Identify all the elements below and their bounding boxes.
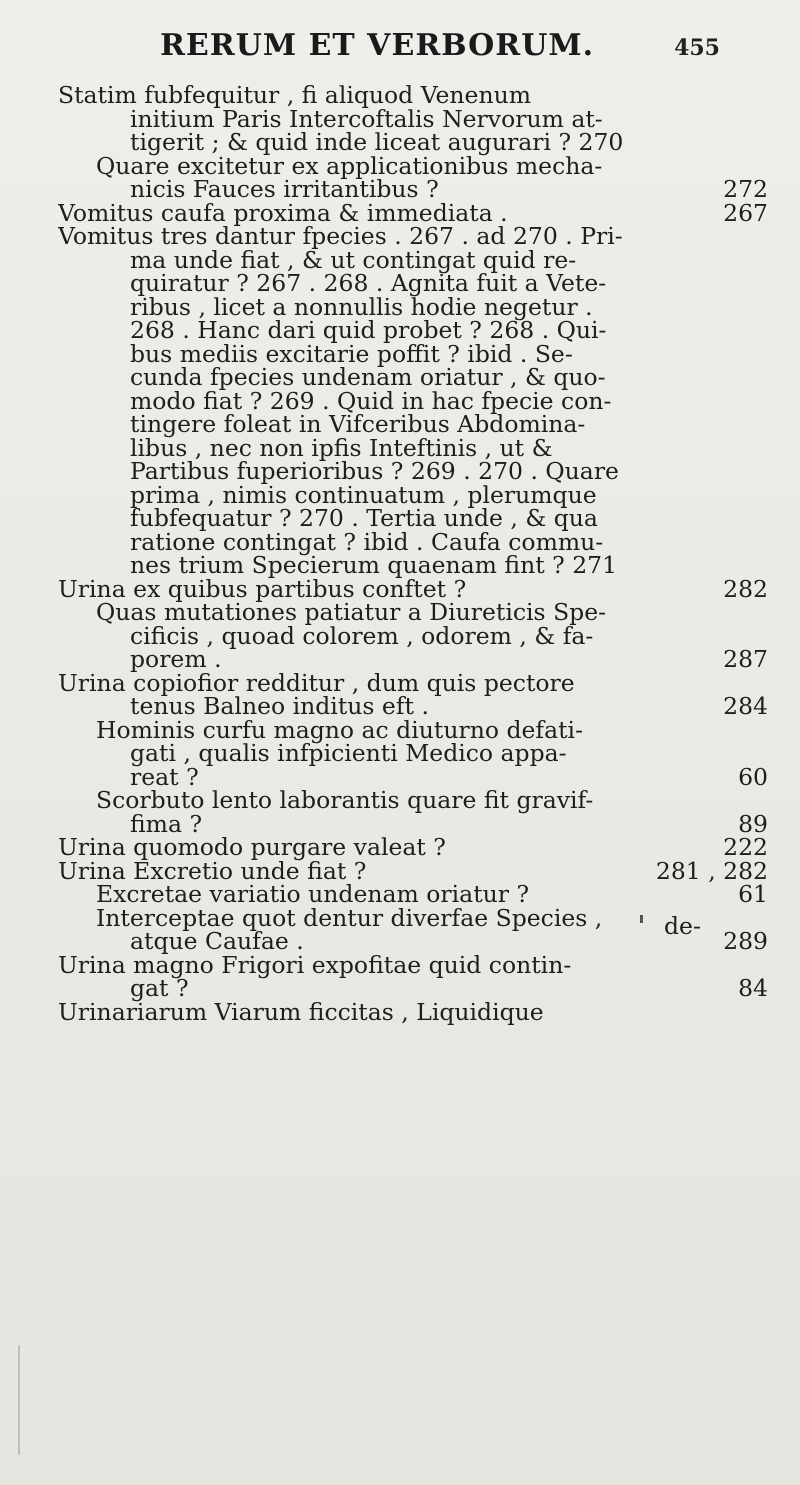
entry-page-ref: 60 (738, 762, 768, 791)
entry-text: Urina copiofior redditur , dum quis pectore (58, 668, 575, 697)
entry-text: cificis , quoad colorem , odorem , & fa- (130, 621, 594, 650)
entry-text: nes trium Specierum quaenam fint ? 271 (130, 551, 618, 579)
entry-page-ref: 284 (723, 692, 768, 720)
entry-text: prima , nimis continuatum , plerumque (130, 480, 597, 509)
entry-text: ma unde fiat , & ut contingat quid re- (130, 245, 577, 274)
catchword: de- (664, 912, 701, 940)
entry-text: gat ? (130, 974, 189, 1002)
entry-text: Urina Excretio unde fiat ? (58, 856, 367, 885)
index-entry (58, 995, 768, 1029)
entry-text: Vomitus caufa proxima & immediata . (58, 198, 508, 227)
entry-text: Partibus fuperioribus ? 269 . 270 . Quare (130, 457, 619, 485)
entry-page-ref: 89 (738, 809, 768, 838)
entry-page-ref: 61 (738, 880, 768, 908)
page-number: 455 (674, 35, 720, 61)
entry-page-ref: 84 (738, 974, 768, 1002)
entry-page-ref: 272 (723, 175, 768, 203)
entry-text: Interceptae quot dentur diverfae Species , (96, 903, 603, 932)
entry-page-ref: 287 (723, 645, 768, 673)
entry-text: Urina ex quibus partibus conftet ? (58, 574, 467, 603)
entry-page-ref: 281 , 282 (655, 856, 768, 885)
entry-text: ratione contingat ? ibid . Caufa commu- (130, 527, 604, 556)
entry-text: porem . (130, 645, 222, 673)
entry-text: tigerit ; & quid inde liceat augurari ? 270 (130, 128, 624, 156)
entry-text: Statim fubfequitur , fi aliquod Venenum (58, 81, 532, 109)
entry-page-ref: 289 (723, 927, 768, 955)
entry-text: gati , qualis infpicienti Medico appa- (130, 739, 567, 767)
entry-text: modo fiat ? 269 . Quid in hac fpecie con- (130, 386, 612, 415)
entry-text: 268 . Hanc dari quid probet ? 268 . Qui- (130, 316, 607, 344)
ink-speck (640, 915, 643, 923)
entry-text: fima ? (130, 809, 203, 838)
entry-text: Urina quomodo purgare valeat ? (58, 833, 446, 861)
running-head: RERUM ET VERBORUM. (160, 28, 595, 63)
page-header (160, 28, 720, 63)
entry-text: reat ? (130, 762, 199, 791)
entry-text: Urinariarum Viarum ficcitas , Liquidique (58, 997, 544, 1026)
page-edge-mark (0, 1345, 20, 1455)
entry-text: libus , nec non ipfis Inteftinis , ut & (130, 433, 553, 462)
entry-page-ref (758, 995, 768, 1029)
entry-text: atque Caufae . (130, 927, 304, 955)
entry-text: Hominis curfu magno ac diuturno defati- (96, 715, 584, 744)
entry-text: tingere foleat in Vifceribus Abdomina- (130, 410, 586, 438)
entry-text: ribus , licet a nonnullis hodie negetur . (130, 292, 593, 321)
entry-page-ref: 267 (723, 198, 768, 227)
entry-text: Excretae variatio undenam oriatur ? (96, 880, 530, 908)
entry-text: nicis Fauces irritantibus ? (130, 175, 439, 203)
entry-text: fubfequatur ? 270 . Tertia unde , & qua (130, 504, 598, 532)
entry-text: Vomitus tres dantur fpecies . 267 . ad 270 . Pri- (58, 222, 623, 250)
entry-text: Scorbuto lento laborantis quare fit gravif- (96, 786, 594, 814)
entry-text: quiratur ? 267 . 268 . Agnita fuit a Vete- (130, 269, 607, 297)
entry-text: initium Paris Intercoftalis Nervorum at- (130, 104, 603, 133)
entry-text: Quare excitetur ex applicationibus mecha- (96, 151, 603, 180)
entry-text: Quas mutationes patiatur a Diureticis Spe- (96, 598, 607, 626)
entry-text: bus mediis excitarie poffit ? ibid . Se- (130, 339, 573, 368)
entry-page-ref: 222 (723, 833, 768, 861)
entry-text: tenus Balneo inditus eft . (130, 692, 429, 720)
entry-text: cunda fpecies undenam oriatur , & quo- (130, 363, 606, 391)
entry-text: Urina magno Frigori expofitae quid contin- (58, 950, 572, 979)
entry-page-ref: 282 (723, 574, 768, 603)
